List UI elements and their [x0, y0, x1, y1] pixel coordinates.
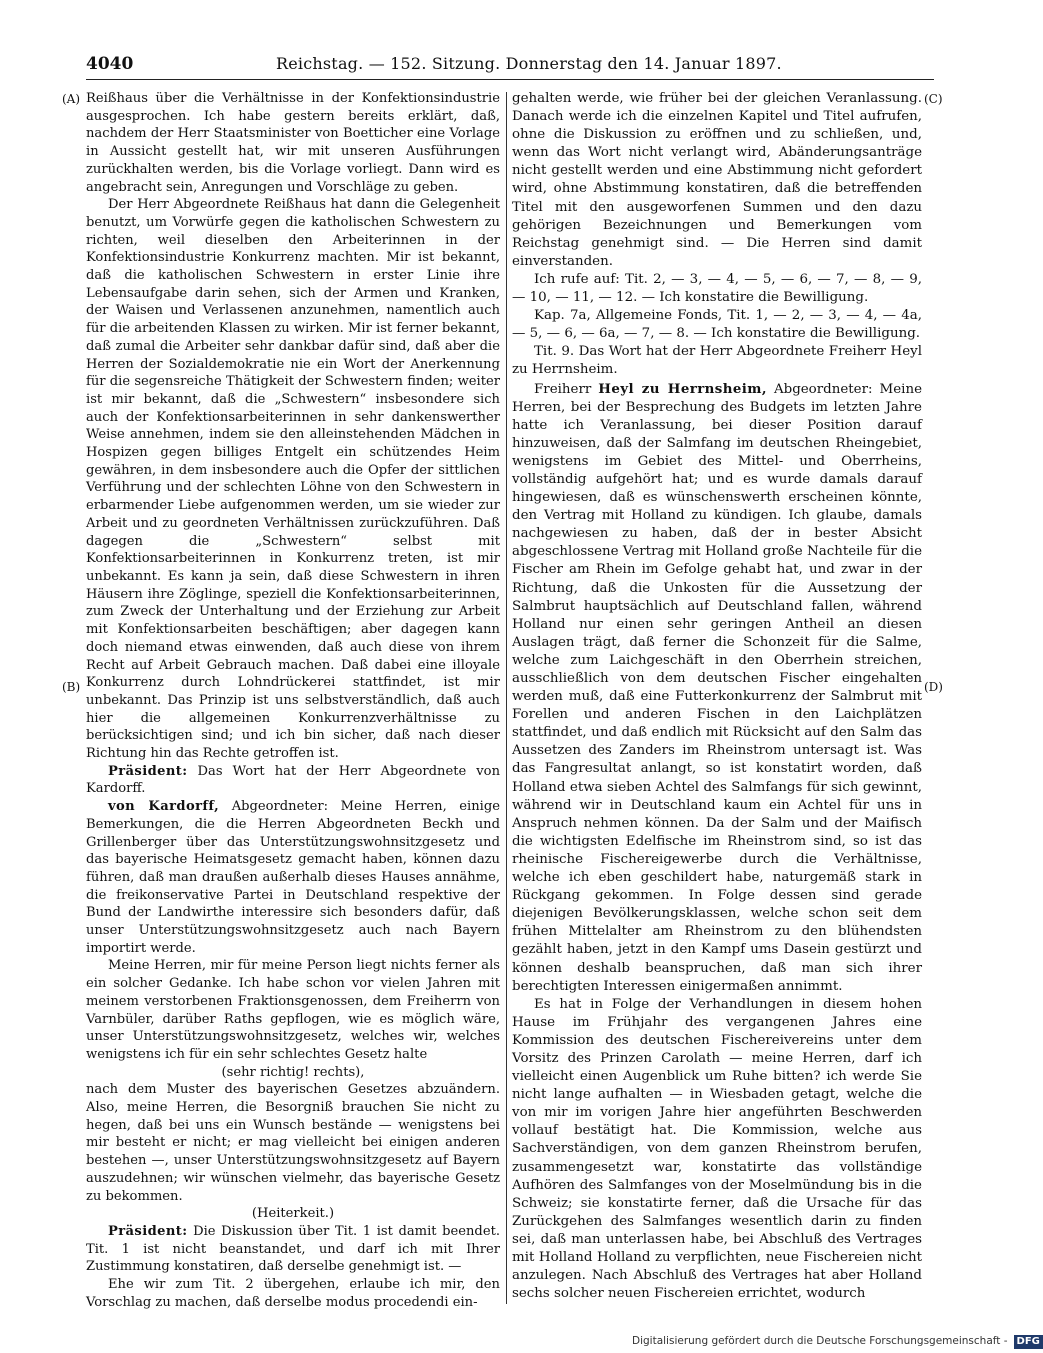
paragraph: Meine Herren, mir für meine Person liegt nichts ferner als ein solcher Gedanke. Ich habe schon vor vielen Jahren mit meinem verstorbenen Fraktionsgenossen, dem Freiherrn von Varnbüler, darüber Raths gepflogen, wie es möglich wäre, unser Unterstützungswohnsitzgesetz, welches wir, welches wenigstens ich für ein sehr schlechtes Gesetz halte: [86, 958, 500, 1062]
speaker-name: Präsident:: [108, 1224, 188, 1239]
paragraph: Kap. 7a, Allgemeine Fonds, Tit. 1, — 2, — 3, — 4, — 4a, — 5, — 6, — 6a, — 7, — 8. — Ich konstatire die Bewilligung.: [512, 308, 922, 342]
dfg-logo: DFG: [1014, 1335, 1043, 1349]
paragraph: Der Herr Abgeordnete Reißhaus hat dann die Gelegenheit benutzt, um Vorwürfe gegen die katholischen Schwestern zu richten, weil dieselben den Arbeiterinnen in der Konfektionsindustrie Konkurrenz machten. Mir ist bekannt, daß die katholischen Schwestern in erster Linie ihre Lebensaufgabe darin sehen, sich der Armen und Kranken, der Waisen und Verlassenen anzunehmen, namentlich auch für die arbeitenden Klassen zu wirken. Mir ist ferner bekannt, daß zumal die Arbeiter sehr dankbar dafür sind, daß aber die Herren der Sozialdemokratie nie ein Wort der Anerkennung für die segensreiche Thätigkeit der Schwestern finden; weiter ist mir bekannt, daß die „Schwestern“ insbesondere sich auch der Konfektionsarbeiterinnen in sehr dankenswerther Weise annehmen, indem sie den alleinstehenden Mädchen in Hospizen gegen billiges Entgelt ein schützendes Heim gewähren, in dem insbesondere auch die Opfer der sittlichen Verführung und der schlechten Löhne von den Schwestern in erbarmender Liebe aufgenommen werden, um sie wieder zur Arbeit und zu geordneten Verhältnissen zurückzuführen. Daß dagegen die „Schwestern“ selbst mit Konfektionsarbeiterinnen in Konkurrenz treten, ist mir unbekannt. Es kann ja sein, daß diese Schwestern in ihren Häusern ihre Zöglinge, speziell die Konfektionsarbeiterinnen, zum Zweck der Unterhaltung und der Erziehung zur Arbeit mit Konfektionsarbeiten beschäftigen; aber dagegen kann doch niemand etwas einwenden, daß auch diese von ihrem Recht auf Arbeit Gebrauch machen. Daß dabei eine illoyale Konkurrenz durch Lohndrückerei stattfindet, ist mir unbekannt. Das Prinzip ist uns selbstverständlich, daß auch hier die allgemeinen Konkurrenzverhältnisse zu berücksichtigen sind; und ich bin sicher, daß nach dieser Richtung hin das Rechte getroffen ist.: [86, 197, 500, 762]
margin-marker-b: (B): [62, 680, 81, 694]
margin-marker-d: (D): [924, 680, 943, 694]
digitization-credit: [632, 1335, 1043, 1351]
page-header: [86, 52, 934, 78]
interjection: (Heiterkeit.): [251, 1206, 335, 1222]
paragraph: [86, 763, 500, 798]
left-column: [86, 90, 500, 1312]
speech-text: Das Wort hat der Herr Abgeordnete von Kardorff.: [86, 763, 500, 797]
paragraph: nach dem Muster des bayerischen Gesetzes abzuändern. Also, meine Herren, die Besorgniß brauchen Sie nicht zu hegen, daß bei uns ein Wunsch bestände — wenigstens bei mir besteht er nicht; er mag vielleicht bei einigen anderen bestehen —, unser Unterstützungswohnsitzgesetz auf Bayern auszudehnen; wir wünschen vielmehr, das bayerische Gesetz zu bekommen.: [86, 1082, 500, 1204]
speech-text: Abgeordneter: Meine Herren, einige Bemerkungen, die die Herren Abgeordneten Beckh und Grillenberger über das Unterstützungswohnsitzgesetz und das bayerische Heimatsgesetz gemacht haben, können dazu führen, daß man draußen außerhalb dieses Hauses annähme, die freikonservative Partei in Deutschland respektive der Bund der Landwirthe interessire sich besonders dafür, daß unser Unterstützungswohnsitzgesetz auch nach Bayern importirt werde.: [86, 799, 500, 956]
paragraph: [512, 380, 922, 996]
interjection: (sehr richtig! rechts),: [221, 1064, 365, 1080]
running-title: Reichstag. — 152. Sitzung. Donnerstag den 14. Januar 1897.: [276, 54, 782, 73]
speaker-title: Freiherr: [534, 381, 599, 397]
paragraph: Ehe wir zum Tit. 2 übergehen, erlaube ich mir, den Vorschlag zu machen, daß derselbe modus procedendi ein-: [86, 1277, 500, 1310]
speaker-name: Präsident:: [108, 763, 188, 779]
margin-marker-a: (A): [62, 92, 81, 106]
speech-text: Die Diskussion über Tit. 1 ist damit beendet. Tit. 1 ist nicht beanstandet, und darf ich mit Ihrer Zustimmung konstatiren, daß derselbe genehmigt ist. —: [86, 1224, 500, 1275]
page-number: 4040: [86, 54, 134, 74]
paragraph: gehalten werde, wie früher bei der gleichen Veranlassung. Danach werde ich die einzelnen Kapitel und Titel aufrufen, ohne die Diskussion zu eröffnen und zu schließen, und, wenn das Wort nicht verlangt wird, Abänderungsanträge nicht gestellt werden und eine Abstimmung nicht gefordert wird, ohne Abstimmung konstatiren, daß die betreffenden Titel mit den ausgeworfenen Summen und den dazu gehörigen Bezeichnungen und Bemerkungen vom Reichstag genehmigt sind. — Die Herren sind damit einverstanden.: [512, 91, 922, 269]
right-column: [512, 90, 922, 1303]
speech-text: Abgeordneter: Meine Herren, bei der Besprechung des Budgets im letzten Jahre hatte ich Veranlassung, bei dieser Position darauf hinzuweisen, daß der Salmfang im deutschen Rheingebiet, wenigstens im Gebiet des Mittel- und Oberrheins, vollständig aufgehört hat; und es wurde damals darauf hingewiesen, daß es wünschenswerth erscheinen könnte, den Vertrag mit Holland zu kündigen. Ich glaube, damals nachgewiesen zu haben, daß der in bester Absicht abgeschlossene Vertrag mit Holland große Nachteile für die Fischer am Rhein im Gefolge gehabt hat, und zwar in der Richtung, daß die Unkosten für die Aussetzung der Salmbrut hauptsächlich auf Deutschland fallen, während Holland nur einen sehr geringen Antheil an diesen Auslagen trägt, daß ferner die Schonzeit für die Salme, welche zum Laichgeschäft in den Oberrhein streichen, ausschließlich von dem deutschen Fischer eingehalten werden muß, daß eine Futterkonkurrenz der Salmbrut mit Forellen und anderen Fischen in den Laichplätzen stattfindet, und daß endlich mit Rücksicht auf den Salm das Aussetzen des Zanders im Rheinstrom untersagt ist. Was das Fangresultat anlangt, so ist konstatirt worden, daß Holland etwa sieben Achtel des Salmfangs für sich gewinnt, während wir in Deutschland kaum ein Achtel für uns in Anspruch nehmen können. Da der Salm und der Maifisch die wichtigsten Edelfische im Rheinstrom sind, so ist das rheinische Fischereigewerbe durch die Verhältnisse, welche ich eben geschildert habe, naturgemäß stark in Rückgang gekommen. In Folge dessen sind gerade diejenigen Bevölkerungsklassen, welche schon seit dem frühen Mittelalter am Rheinstrom zu den blühendsten gezählt haben, jetzt in den Kampf ums Dasein gestürzt und können deshalb beanspruchen, daß man sich ihrer berechtigten Interessen einigermaßen annimmt.: [512, 381, 922, 994]
column-divider: [506, 92, 507, 1304]
paragraph: Es hat in Folge der Verhandlungen in diesem hohen Hause im Frühjahr des vergangenen Jahres eine Kommission des deutschen Fischereivereins unter dem Vorsitz des Prinzen Carolath — meine Herren, darf ich vielleicht einen Augenblick um Ruhe bitten? ich werde Sie nicht lange aufhalten — in Wiesbaden getagt, welche die von mir im vorigen Jahre hier angeführten Beschwerden vollauf bestätigt hat. Die Kommission, welche aus Sachverständigen, von dem ganzen Rheinstrom berufen, zusammengesetzt war, konstatirte das vollständige Aufhören des Salmfanges von der Moselmündung bis in die Schweiz; sie konstatirte ferner, daß die Ursache für das Zurückgehen des Salmfanges wesentlich darin zu finden sei, daß man unterlassen habe, bei Abschluß des Vertrages mit Holland Holland zu verpflichten, neue Fischereien nicht anzulegen. Nach Abschluß des Vertrages hat aber Holland sechs solcher neuen Fischereien errichtet, wodurch: [512, 996, 922, 1302]
paragraph: Tit. 9. Das Wort hat der Herr Abgeordnete Freiherr Heyl zu Herrnsheim.: [512, 344, 922, 378]
speaker-name: Heyl zu Herrnsheim,: [598, 380, 767, 397]
paragraph: Reißhaus über die Verhältnisse in der Konfektionsindustrie ausgesprochen. Ich habe gestern bereits erklärt, daß, nachdem der Herr Staatsminister von Boetticher eine Vorlage in Aussicht gestellt hat, wir mit unseren Ausführungen zurückhalten werden, bis die Vorlage vorliegt. Dann wird es angebracht sein, Anregungen und Vorschläge zu geben.: [86, 91, 500, 195]
paragraph: Ich rufe auf: Tit. 2, — 3, — 4, — 5, — 6, — 7, — 8, — 9, — 10, — 11, — 12. — Ich konstatire die Bewilligung.: [512, 271, 922, 306]
speaker-name: von Kardorff,: [108, 799, 220, 815]
paragraph: [86, 798, 500, 957]
paragraph: [86, 1223, 500, 1276]
margin-marker-c: (C): [924, 92, 943, 106]
header-rule: [86, 79, 934, 80]
credit-text: Digitalisierung gefördert durch die Deutsche Forschungsgemeinschaft -: [632, 1335, 1008, 1347]
